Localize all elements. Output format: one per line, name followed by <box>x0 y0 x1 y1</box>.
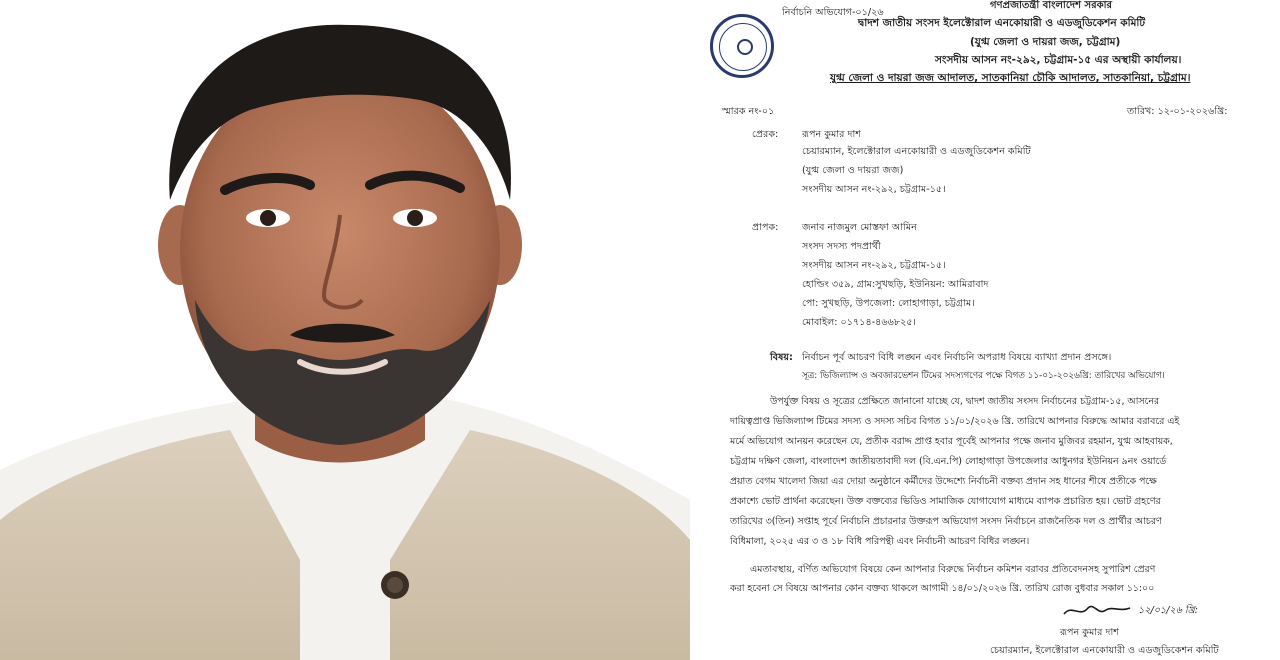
paragraph-1-line: প্রয়াত বেগম খালেদা জিয়া এর দোয়া অনুষ্ঠানে কর্মীদের উদ্দেশ্যে নির্বাচনী বক্তব্য প্রদান সহ ধানের শীষে প্রতীকে পক্ষে <box>730 476 1157 487</box>
recipient-seat: সংসদীয় আসন নং-২৯২, চট্টগ্রাম-১৫। <box>802 260 946 271</box>
header-line-1: গণপ্রজাতন্ত্রী বাংলাদেশ সরকার <box>990 0 1112 11</box>
recipient-role: সংসদ সদস্য পদপ্রার্থী <box>802 241 881 252</box>
recipient-holding: হোল্ডিং ৩৫৯, গ্রাম:সুখছড়ি, ইউনিয়ন: আমিরাবাদ <box>802 279 989 290</box>
subject-label: বিষয়: <box>770 352 793 363</box>
signature-scribble <box>1062 600 1132 620</box>
paragraph-1-line: উপর্যুক্ত বিষয় ও সূত্রের প্রেক্ষিতে জানানো যাচ্ছে যে, দ্বাদশ জাতীয় সংসদ নির্বাচনের চট্টগ্রাম-১৫, আসনের <box>770 396 1160 407</box>
paragraph-1-line: চট্টগ্রাম দক্ষিণ জেলা, বাংলাদেশ জাতীয়তাবাদী দল (বি.এন.পি) লোহাগাড়া উপজেলার আধুনগর ইউনিয়ন ৯নং ওয়ার্ডে <box>730 456 1167 467</box>
paragraph-1 <box>730 392 1250 552</box>
paragraph-1-line: বিধিমালা, ২০২৫ এর ৩ ও ১৮ বিধি পরিপন্থী এবং নির্বাচনী আচরণ বিধির লঙ্ঘন। <box>730 536 1030 547</box>
paragraph-2 <box>730 560 1250 598</box>
paragraph-1-line: তারিখের ৩(তিন) সপ্তাহ পূর্বে নির্বাচনি প্রচারনার উক্তরূপ অভিযোগ সংসদ নির্বাচনে রাজনৈতিক দল ও প্রার্থীর আচরণ <box>730 516 1162 527</box>
paragraph-1-line: দায়িত্বপ্রাপ্ত ভিজিল্যান্স টিমের সদস্য ও সদস্য সচিব বিগত ১১/০১/২০২৬ খ্রি. তারিখে আপনার বিরুদ্ধে আমার বরাবরে এই <box>730 416 1180 427</box>
paragraph-1-line: মর্মে অভিযোগ আনয়ন করেছেন যে, প্রতীক বরাদ্দ প্রাপ্ত হবার পূর্বেই আপনার পক্ষে জনাব মুজিবর রহমান, যুগ্ম আহবায়ক, <box>730 436 1173 447</box>
paragraph-1-line: প্রকাশ্যে ভোট প্রার্থনা করেছেন। উক্ত বক্তব্যের ভিডিও সামাজিক যোগাযোগ মাধ্যমে ব্যাপক প্রচারিত হয়। ভোট গ্রহণের <box>730 496 1161 507</box>
paragraph-2-line: করা হবেনা সে বিষয়ে আপনার কোন বক্তব্য থাকলে আগামী ১৪/০১/২০২৬ খ্রি. তারিখ রোজ বুধবার সকাল ১১:০০ <box>730 583 1155 594</box>
sender-court: (যুগ্ম জেলা ও দায়রা জজ) <box>802 165 904 176</box>
paragraph-2-line: এমতাবস্থায়, বর্ণিত অভিযোগ বিষয়ে কেন আপনার বিরুদ্ধে নির্বাচন কমিশন বরাবর প্রতিবেদনসহ সুপারিশ প্রেরণ <box>750 564 1156 575</box>
memo-date: তারিখ: ১২-০১-২০২৬খ্রি: <box>1127 106 1228 117</box>
signature-date: ১২/০১/২৬ খ্রি: <box>1138 605 1199 616</box>
sender-title: চেয়ারম্যান, ইলেক্টোরাল এনকোয়ারী ও এডজুডিকেশন কমিটি <box>802 146 1031 157</box>
sender-name: রূপন কুমার দাশ <box>802 129 861 140</box>
sender-seat: সংসদীয় আসন নং-২৯২, চট্টগ্রাম-১৫। <box>802 184 946 195</box>
header-line-2: দ্বাদশ জাতীয় সংসদ ইলেক্টোরাল এনকোয়ারী ও এডজুডিকেশন কমিটি <box>858 17 1146 29</box>
header-line-4: সংসদীয় আসন নং-২৯২, চট্টগ্রাম-১৫ এর অস্থায়ী কার্যালয়। <box>935 54 1182 66</box>
complaint-number: নির্বাচনি অভিযোগ-০১/২৬ <box>782 7 884 18</box>
notice-document <box>690 0 1280 660</box>
subject-reference: সূত্র: ভিজিল্যান্স ও অবজারভেশন টিমের সদস্যগণের পক্ষে বিগত ১১-০১-২০২৬খ্রি: তারিখের অভিযোগ। <box>802 371 1165 381</box>
recipient-post: পো: সুখছড়ি, উপজেলা: লোহাগাড়া, চট্টগ্রাম। <box>802 298 975 309</box>
sender-label: প্রেরক: <box>752 129 779 140</box>
official-seal <box>710 14 774 78</box>
recipient-name: জনাব নাজমুল মোস্তফা আমিন <box>802 222 917 233</box>
memo-number: স্মারক নং-০১ <box>722 106 775 117</box>
signatory-title: চেয়ারম্যান, ইলেক্টোরাল এনকোয়ারী ও এডজুডিকেশন কমিটি <box>990 645 1219 656</box>
subject-text: নির্বাচন পূর্ব আচরণ বিধি লঙ্ঘন এবং নির্বাচনি অপরাধ বিষয়ে ব্যাখ্যা প্রদান প্রসঙ্গে। <box>802 352 1112 363</box>
header-line-3: (যুগ্ম জেলা ও দায়রা জজ, চট্টগ্রাম) <box>970 36 1121 48</box>
signatory-name: রূপন কুমার দাশ <box>1060 627 1119 638</box>
recipient-mobile: মোবাইল: ০১৭১৪-৪৬৬৮২৫। <box>802 317 916 328</box>
recipient-label: প্রাপক: <box>752 222 779 233</box>
header-line-5: যুগ্ম জেলা ও দায়রা জজ আদালত, সাতকানিয়া চৌকি আদালত, সাতকানিয়া, চট্টগ্রাম। <box>830 72 1191 84</box>
